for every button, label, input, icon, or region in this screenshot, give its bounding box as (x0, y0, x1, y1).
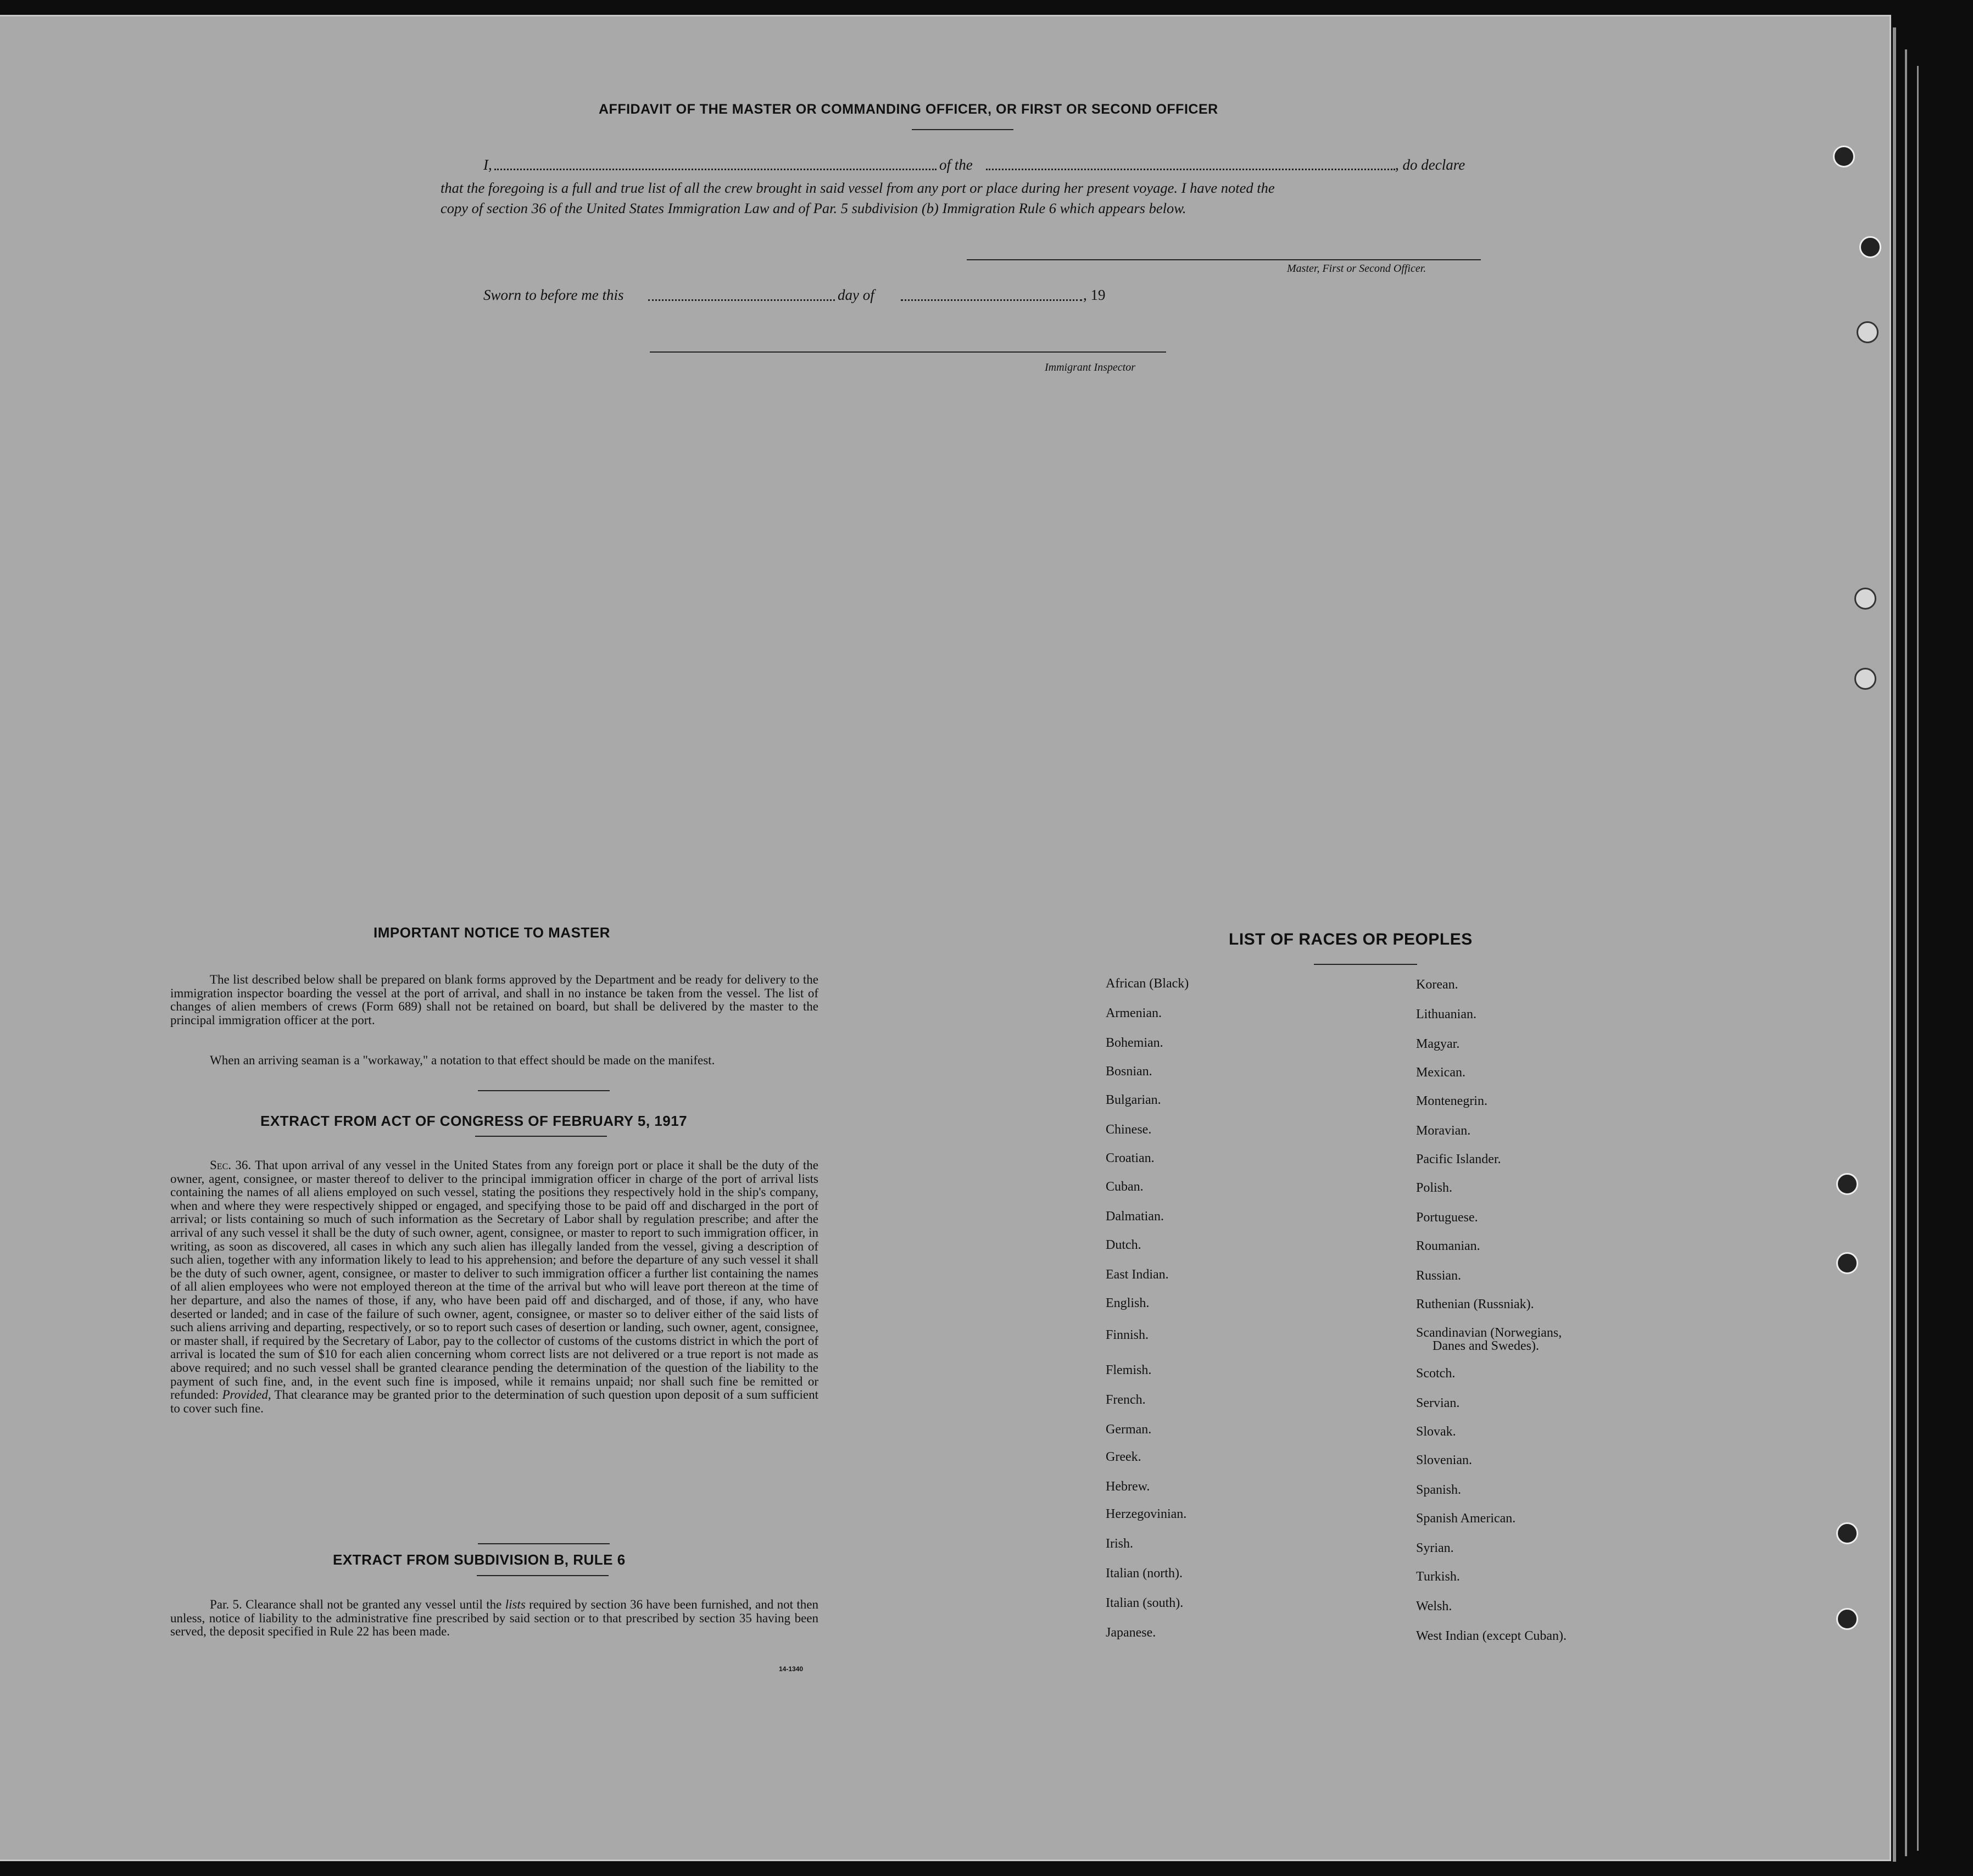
sworn-day-field[interactable] (648, 299, 835, 301)
section-rule (475, 1136, 607, 1137)
inspector-signature-line[interactable] (650, 351, 1166, 353)
race-item: Welsh. (1416, 1599, 1452, 1613)
race-item: Polish. (1416, 1181, 1453, 1195)
race-item: Herzegovinian. (1106, 1507, 1187, 1521)
race-item: Bosnian. (1106, 1064, 1152, 1079)
race-item: Magyar. (1416, 1037, 1460, 1051)
race-item: Moravian. (1416, 1124, 1471, 1138)
race-item: Irish. (1106, 1537, 1133, 1551)
race-item: Roumanian. (1416, 1239, 1480, 1253)
section-rule (478, 1090, 610, 1091)
page-edge (1917, 66, 1919, 1851)
race-item: Dutch. (1106, 1238, 1141, 1252)
race-item: Pacific Islander. (1416, 1152, 1501, 1166)
page-edge (1905, 49, 1907, 1856)
binder-hole (1836, 1608, 1858, 1630)
race-item: Italian (south). (1106, 1596, 1184, 1610)
race-item: Chinese. (1106, 1123, 1152, 1137)
affidavit-line-2: that the foregoing is a full and true list of all the crew brought in said vessel from any port or place during her present voyage. I have noted the (441, 180, 1275, 196)
document-sheet (0, 16, 1890, 1860)
races-heading: LIST OF RACES OR PEOPLES (1229, 930, 1473, 948)
page-edge (1893, 27, 1896, 1862)
binder-hole (1854, 668, 1876, 690)
affidavit-declare-label: , do declare (1395, 157, 1465, 173)
rule-par-5: Par. 5. Clearance shall not be granted any vessel until the lists required by section 36 have been furnished, and not then unless, notice of liability to the administrative fine prescribed by said section or to that prescribed by section 35 having been served, the deposit specified in Rule 22 has been made. (170, 1598, 819, 1639)
year-label: , 19 (1083, 287, 1106, 303)
race-item: Bulgarian. (1106, 1093, 1161, 1107)
notice-heading: IMPORTANT NOTICE TO MASTER (374, 924, 610, 941)
race-item: Montenegrin. (1416, 1094, 1487, 1108)
affidavit-line-3: copy of section 36 of the United States Immigration Law and of Par. 5 subdivision (b) Immigration Rule 6 which appears below. (441, 200, 1186, 216)
race-item: Italian (north). (1106, 1566, 1183, 1581)
race-item: Cuban. (1106, 1180, 1144, 1194)
race-item: English. (1106, 1296, 1150, 1310)
affidavit-of-the-label: of the (939, 157, 973, 173)
race-item: Portuguese. (1416, 1210, 1478, 1225)
affidavit-heading: AFFIDAVIT OF THE MASTER OR COMMANDING OFFICER, OR FIRST OR SECOND OFFICER (599, 102, 1218, 117)
officer-signature-line[interactable] (967, 259, 1481, 260)
race-item: Flemish. (1106, 1363, 1152, 1377)
race-item: Bohemian. (1106, 1036, 1163, 1050)
race-item: German. (1106, 1422, 1152, 1437)
race-item: Spanish. (1416, 1483, 1462, 1497)
race-item: Lithuanian. (1416, 1007, 1476, 1021)
act-heading: EXTRACT FROM ACT OF CONGRESS OF FEBRUARY 5, 1917 (260, 1113, 688, 1129)
race-item: Greek. (1106, 1450, 1141, 1464)
notice-para-1: The list described below shall be prepared on blank forms approved by the Department and be ready for delivery to the immigration inspector boarding the vessel at the port of arrival, and shall in no instance be taken from the vessel. The list of changes of alien members of crews (Form 689) shall not be retained on board, but shall be delivered by the master to the principal immigration officer at the port. (170, 973, 818, 1027)
binder-hole (1836, 1522, 1858, 1544)
section-rule (1314, 964, 1417, 965)
officer-caption: Master, First or Second Officer. (1287, 263, 1426, 275)
race-item: Spanish American. (1416, 1511, 1516, 1526)
race-item: West Indian (except Cuban). (1416, 1629, 1567, 1643)
vessel-field[interactable] (986, 169, 1395, 170)
race-item: French. (1106, 1393, 1146, 1407)
race-item: Slovak. (1416, 1425, 1456, 1439)
race-item: East Indian. (1106, 1268, 1169, 1282)
race-item: Scandinavian (Norwegians, (1416, 1326, 1562, 1340)
notice-para-2: When an arriving seaman is a "workaway," a notation to that effect should be made on the manifest. (210, 1053, 715, 1067)
sworn-label: Sworn to before me this (483, 287, 624, 303)
race-item: Finnish. (1106, 1328, 1149, 1342)
race-item: Servian. (1416, 1396, 1460, 1410)
race-item: Mexican. (1416, 1065, 1465, 1080)
race-item: Japanese. (1106, 1626, 1156, 1640)
race-item: Dalmatian. (1106, 1209, 1164, 1224)
rule-heading: EXTRACT FROM SUBDIVISION B, RULE 6 (333, 1551, 626, 1568)
race-item: Ruthenian (Russniak). (1416, 1297, 1534, 1311)
sworn-month-field[interactable] (901, 299, 1082, 301)
affidavit-i-label: I, (483, 157, 492, 173)
form-number: 14-1340 (779, 1665, 804, 1673)
section-rule (477, 1575, 609, 1576)
race-item: Armenian. (1106, 1006, 1162, 1020)
race-item: Croatian. (1106, 1151, 1155, 1165)
heading-rule (912, 129, 1013, 130)
race-item: Korean. (1416, 978, 1458, 992)
inspector-caption: Immigrant Inspector (1045, 361, 1135, 373)
race-item: Slovenian. (1416, 1453, 1472, 1467)
name-field[interactable] (494, 169, 937, 170)
race-item: Hebrew. (1106, 1479, 1150, 1494)
race-item: Scotch. (1416, 1366, 1456, 1381)
race-item: Russian. (1416, 1269, 1462, 1283)
binder-hole (1854, 588, 1876, 610)
day-of-label: day of (838, 287, 874, 303)
race-item: African (Black) (1106, 976, 1189, 991)
binder-hole (1833, 146, 1855, 168)
race-item: Syrian. (1416, 1541, 1454, 1555)
section-rule (478, 1543, 610, 1544)
binder-hole (1859, 236, 1881, 258)
race-item: Danes and Swedes). (1433, 1339, 1539, 1353)
binder-hole (1836, 1173, 1858, 1195)
binder-hole (1857, 321, 1879, 343)
race-item: Turkish. (1416, 1570, 1460, 1584)
binder-hole (1836, 1252, 1858, 1274)
act-section-36: Sec. 36. That upon arrival of any vessel in the United States from any foreign port or place it shall be the duty of the owner, agent, consignee, or master thereof to deliver to the principal immigration officer in charge of the port of arrival lists containing the names of all aliens employed on such vessel, stating the positions they respectively hold in the ship's company, when and where they were respectively shipped or engaged, and specifying those to be paid off and discharged in the port of arrival; or lists containing so much of such information as the Secretary of Labor shall by regulation prescribe; and after the arrival of any such vessel it shall be the duty of such owner, agent, consignee, or master to report to such immigration officer, in writing, as soon as discovered, all cases in which any such alien has illegally landed from the vessel, giving a description of such alien, together with any information likely to lead to his apprehension; and before the departure of any such vessel it shall be the duty of such owner, agent, consignee, or master to deliver to such immigration officer a further list containing the names of all alien employees who were not employed thereon at the time of the arrival but who will leave port thereon at the time of her departure, and also the names of those, if any, who have been paid off and discharged, and of those, if any, who have deserted or landed; and in case of the failure of such owner, agent, consignee, or master so to deliver either of the said lists of such aliens arriving and departing, respectively, or so to report such cases of desertion or landing, such owner, agent, consignee, or master shall, if required by the Secretary of Labor, pay to the collector of customs of the customs district in which the port of arrival is located the sum of $10 for each alien concerning whom correct lists are not delivered or a true report is not made as above required; and no such vessel shall be granted clearance pending the determination of the question of the liability to the payment of such fine, and, in the event such fine is imposed, while it remains unpaid; nor shall such fine be remitted or refunded: Provided, That clearance may be granted prior to the determination of such question upon deposit of a sum sufficient to cover such fine. (170, 1158, 818, 1415)
